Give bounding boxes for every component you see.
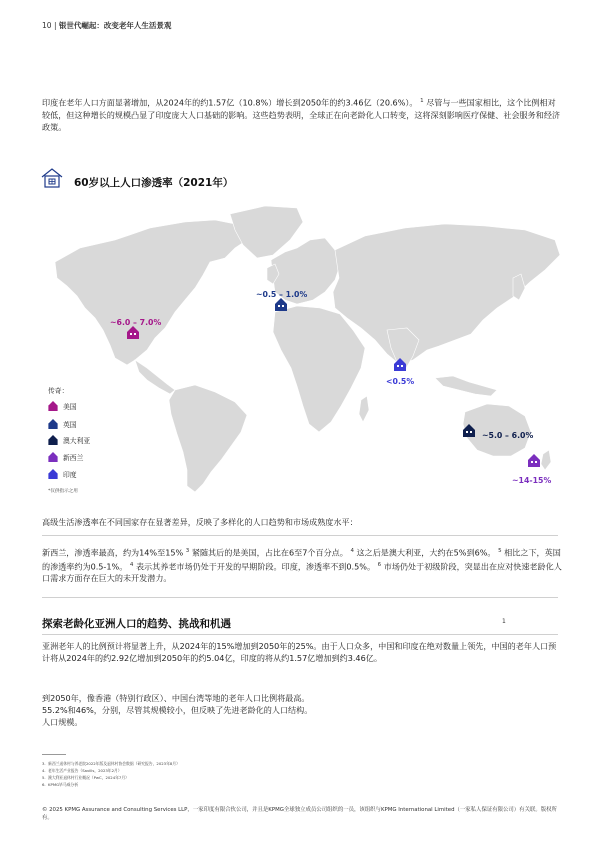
- footnote-item: 6. KPMG毕马威分析: [42, 782, 79, 787]
- footnote-ref: 5: [498, 548, 502, 554]
- madagascar-landmass: [359, 396, 369, 422]
- house-icon: [40, 167, 64, 189]
- central-america-landmass: [135, 360, 175, 394]
- legend-title: 传奇：: [48, 387, 69, 395]
- footnote-ref: 4: [129, 561, 134, 568]
- asia-landmass: [333, 224, 560, 364]
- divider: [42, 634, 558, 635]
- footnote-ref: 6: [377, 561, 382, 568]
- detail-text: 市场仍处于初级阶段，突显出在应对快速老龄化人口需求方面存在巨大的未开发潜力。: [42, 561, 562, 584]
- house-icon-australia: [48, 435, 58, 445]
- header-separator: |: [53, 21, 57, 30]
- section-paragraph-2: [42, 692, 562, 728]
- intro-paragraph: [42, 95, 562, 133]
- north-america-landmass: [55, 220, 250, 365]
- house-icon-nz: [48, 452, 58, 462]
- legend-item-us: [48, 401, 77, 411]
- page-number: 10: [42, 21, 52, 30]
- paragraph-line: 人口规模。: [42, 717, 83, 727]
- intro-text-a: 印度在老年人口方面显著增加，从2024年的约1.57亿（10.8%）增长到2050年的约3.46亿（20.6%）。: [42, 97, 418, 108]
- new-zealand-marker: [528, 454, 540, 467]
- legend-note: *仅供指示之用: [48, 489, 78, 494]
- intro-text-b: 尽管与一些国家相比，这个比例相对较低，但这种增长的规模凸显了印度庞大人口基础的影响。这些趋势表明，全球正在向老龄化人口转变，这将深刻影响医疗保健、社会服务和经济政策。: [42, 97, 561, 132]
- map-title: 60岁以上人口渗透率（2021年）: [74, 177, 234, 189]
- footnote-ref: 4: [350, 548, 354, 554]
- divider: [42, 535, 558, 536]
- header-title: 银世代崛起：改变老年人生活景观: [58, 21, 172, 30]
- legend-label: 印度: [63, 471, 77, 479]
- india-label: <0.5%: [386, 377, 415, 386]
- nz-label: ~14-15%: [512, 476, 552, 485]
- detail-text: 紧随其后的是美国，占比在6至7个百分点。: [191, 547, 348, 558]
- intro-footnote-ref: 1: [420, 98, 424, 104]
- legend-item-australia: [48, 435, 90, 445]
- legend-label: 美国: [63, 403, 77, 411]
- copyright-footer: © 2025 KPMG Assurance and Consulting Services LLP，一家印度有限合伙公司，并且是KPMG全球独立成员公司组织的一员，该组织与KPMG International Limited（一家私人保证有限公司）有关联。版权所有。: [42, 807, 557, 821]
- page-header: [42, 20, 171, 31]
- section-paragraph-1: 亚洲老年人的比例预计将显著上升，从2024年的15%增加到2050年的25%。由于人口众多，中国和印度在绝对数量上领先，中国的老年人口预计将从2024年的约2.92亿增加到2050年的约5.04亿，印度的将从约1.57亿增加到约3.46亿。: [42, 641, 557, 663]
- detail-text: 相比之下，英国的渗透率约为0.5-1%。: [42, 547, 561, 572]
- detail-text: 新西兰，渗透率最高，约为14%至15%: [42, 547, 184, 558]
- footnote-ref: 3: [185, 548, 190, 554]
- paragraph-line: 55.2%和46%，分别，尽管其规模较小，但反映了先进老龄化的人口结构。: [42, 705, 313, 715]
- uk-label: ~0.5 – 1.0%: [256, 290, 308, 299]
- australia-label: ~5.0 – 6.0%: [482, 431, 534, 440]
- house-icon-us: [48, 401, 58, 411]
- footnote-item: 4. 老年生活产业报告（Savills，2023年2月）: [42, 768, 122, 773]
- summary-paragraph: 高级生活渗透率在不同国家存在显著差异，反映了多样化的人口趋势和市场成熟度水平：: [42, 517, 358, 527]
- legend-item-nz: [48, 452, 83, 462]
- footnote-divider: [42, 754, 66, 755]
- divider: [42, 597, 558, 598]
- paragraph-line: 到2050年，像香港（特别行政区）、中国台湾等地的老年人口比例将最高。: [42, 693, 310, 703]
- footnote-item: 3. 新西兰退休村与养老院2022年版及退休村协会数据（研究报告，2023年8月）: [42, 761, 180, 766]
- us-label: ~6.0 – 7.0%: [110, 318, 162, 327]
- house-icon-india: [48, 469, 58, 479]
- house-icon-uk: [48, 419, 58, 429]
- legend-label: 英国: [63, 421, 77, 429]
- legend-item-uk: [48, 419, 77, 429]
- section-heading: 探索老龄化亚洲人口的趋势、挑战和机遇: [42, 618, 231, 630]
- new-zealand-landmass: [541, 450, 551, 470]
- legend-label: 新西兰: [63, 454, 84, 462]
- detail-paragraph: [42, 545, 562, 584]
- detail-text: 表示其养老市场仍处于开发的早期阶段。印度，渗透率不到0.5%。: [135, 561, 376, 572]
- section-heading-ref: 1: [502, 618, 506, 625]
- legend-label: 澳大利亚: [63, 437, 91, 445]
- world-map: [35, 200, 567, 500]
- south-america-landmass: [169, 385, 247, 492]
- africa-landmass: [273, 306, 365, 432]
- detail-text: 这之后是澳大利亚，大约在5%到6%。: [356, 547, 496, 558]
- indonesia-landmass: [435, 376, 497, 396]
- legend-item-india: [48, 469, 77, 479]
- footnote-item: 5. 澳大利亚退休村行业概况（PwC，2024年7月）: [42, 775, 129, 780]
